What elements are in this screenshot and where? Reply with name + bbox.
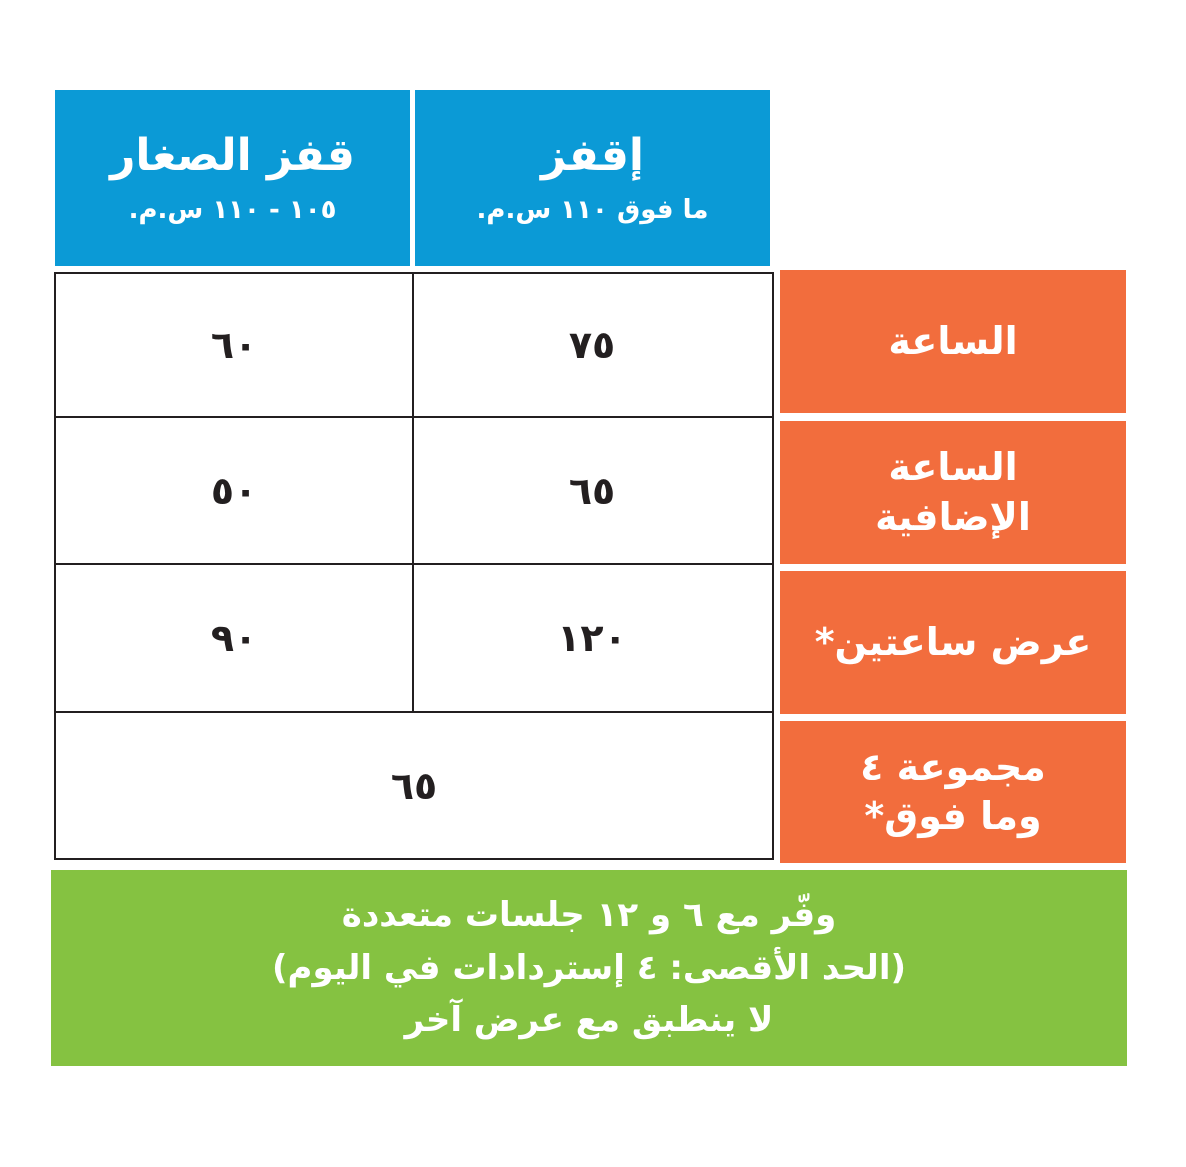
price-cell-two-hour-jump	[412, 565, 772, 713]
price-cell-extra-hour-junior	[56, 418, 414, 565]
row-label-extra-hour-text: الساعة الإضافية	[875, 445, 1031, 539]
promo-line-1: وفّر مع ٦ و ١٢ جلسات متعددة	[341, 894, 837, 935]
price-cell-extra-hour-jump	[412, 418, 772, 565]
price-value: ٧٥	[568, 323, 616, 367]
price-cell-hour-jump	[412, 274, 772, 418]
price-value: ٥٠	[210, 468, 258, 513]
price-grid	[54, 272, 774, 860]
row-label-hour-text: الساعة	[888, 318, 1018, 363]
row-label-two-hour-offer-text: عرض ساعتين*	[814, 619, 1092, 664]
price-cell-hour-junior	[56, 274, 414, 418]
price-value: ٦٥	[390, 763, 438, 808]
promo-line-2: (الحد الأقصى: ٤ إستردادات في اليوم)	[271, 947, 907, 988]
row-label-two-hour-offer	[780, 571, 1126, 714]
price-value: ٩٠	[210, 616, 258, 660]
column-title-jump: إقفز	[541, 129, 644, 181]
column-header-junior-jump	[55, 90, 410, 266]
column-header-jump	[415, 90, 770, 266]
row-label-group	[780, 721, 1126, 863]
column-subtitle-junior-jump: ١٠٥ - ١١٠ س.م.	[128, 195, 337, 226]
price-cell-group	[56, 713, 772, 858]
price-value: ٦٥	[568, 468, 616, 513]
row-label-extra-hour	[780, 421, 1126, 564]
column-title-junior-jump: قفز الصغار	[110, 129, 355, 181]
promo-banner	[51, 870, 1127, 1066]
row-label-group-text: مجموعة ٤ وما فوق*	[860, 744, 1046, 838]
price-value: ٦٠	[210, 323, 258, 367]
column-subtitle-jump: ما فوق ١١٠ س.م.	[476, 195, 709, 226]
row-label-hour	[780, 270, 1126, 413]
price-cell-two-hour-junior	[56, 565, 414, 713]
promo-line-3: لا ينطبق مع عرض آخر	[404, 1000, 774, 1041]
price-value: ١٢٠	[557, 616, 627, 660]
